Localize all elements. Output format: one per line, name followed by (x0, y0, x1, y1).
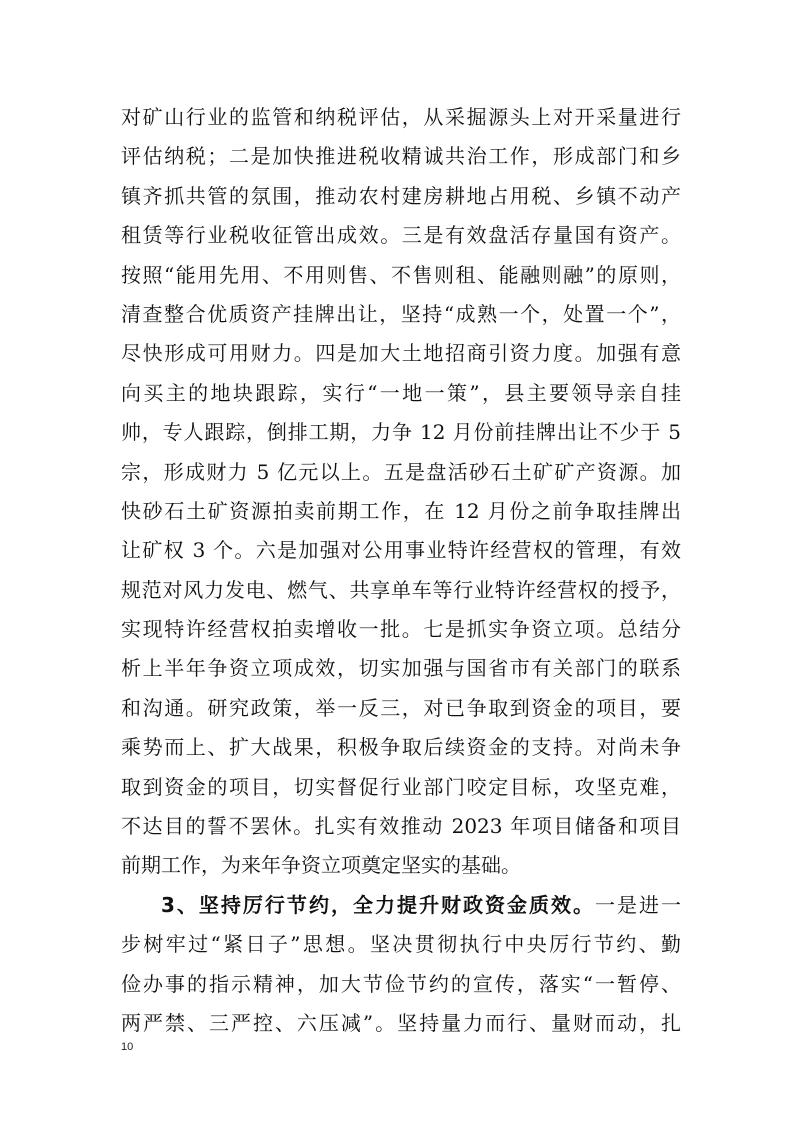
body-line: 乘势而上、扩大战果，积极争取后续资金的支持。对尚未争 (121, 735, 681, 760)
body-line: 析上半年争资立项成效，切实加强与国省市有关部门的联系 (121, 656, 681, 681)
body-line: 取到资金的项目，切实督促行业部门咬定目标，攻坚克难， (121, 774, 681, 799)
body-line: 快砂石土矿资源拍卖前期工作，在 12 月份之前争取挂牌出 (121, 498, 681, 523)
body-line: 宗，形成财力 5 亿元以上。五是盘活砂石土矿矿产资源。加 (121, 459, 681, 484)
body-line: 向买主的地块跟踪，实行“一地一策”，县主要领导亲自挂 (121, 380, 681, 405)
section-3-line: 两严禁、三严控、六压减”。坚持量力而行、量财而动，扎 (121, 1010, 681, 1035)
body-line: 规范对风力发电、燃气、共享单车等行业特许经营权的授予， (121, 577, 681, 602)
body-text (121, 98, 681, 1043)
section-3-heading: 3、坚持厉行节约，全力提升财政资金质效。 (161, 892, 595, 917)
section-3-heading-line (121, 886, 681, 925)
body-line: 评估纳税；二是加快推进税收精诚共治工作，形成部门和乡 (121, 144, 681, 169)
body-line: 帅，专人跟踪，倒排工期，力争 12 月份前挂牌出让不少于 5 (121, 420, 681, 445)
body-line: 对矿山行业的监管和纳税评估，从采掘源头上对开采量进行 (121, 105, 681, 129)
body-line: 尽快形成可用财力。四是加大土地招商引资力度。加强有意 (121, 341, 681, 366)
section-3-heading-rest: 一是进一 (594, 892, 681, 917)
body-line: 租赁等行业税收征管出成效。三是有效盘活存量国有资产。 (121, 223, 681, 248)
body-line: 让矿权 3 个。六是加强对公用事业特许经营权的管理，有效 (121, 538, 681, 563)
page-number: 10 (121, 1041, 134, 1053)
section-3-line: 俭办事的指示精神，加大节俭节约的宣传，落实“一暂停、 (121, 971, 681, 996)
body-line: 清查整合优质资产挂牌出让，坚持“成熟一个，处置一个”， (121, 301, 681, 326)
body-line: 不达目的誓不罢休。扎实有效推动 2023 年项目储备和项目 (121, 814, 681, 839)
body-line: 镇齐抓共管的氛围，推动农村建房耕地占用税、乡镇不动产 (121, 183, 681, 208)
body-line: 前期工作，为来年争资立项奠定坚实的基础。 (121, 853, 521, 878)
body-line: 按照“能用先用、不用则售、不售则租、能融则融”的原则， (121, 262, 681, 287)
body-line: 实现特许经营权拍卖增收一批。七是抓实争资立项。总结分 (121, 617, 681, 642)
body-line: 和沟通。研究政策，举一反三，对已争取到资金的项目，要 (121, 695, 681, 720)
section-3-line: 步树牢过“紧日子”思想。坚决贯彻执行中央厉行节约、勤 (121, 932, 681, 957)
